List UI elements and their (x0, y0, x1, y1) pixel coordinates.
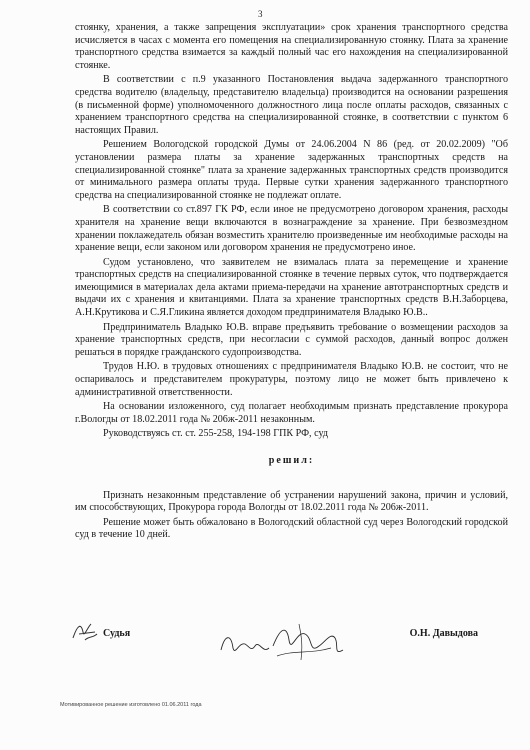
decision-heading: решил: (268, 455, 315, 466)
paragraph-employment: Трудов Н.Ю. в трудовых отношениях с предпринимателя Владыко Ю.В. не состоит, что не оспаривалось и представителем прокуратуры, поэтому лицо не может быть привлечено к административной ответственности. (75, 361, 508, 398)
judge-title: Судья (103, 628, 131, 639)
paragraph-entrepreneur-right: Предприниматель Владыко Ю.В. вправе предъявить требование о возмещении расходов за хранение транспортных средств, при несогласии с суммой расходов, данный вопрос должен решаться в порядке гражданского судопроизводства. (75, 321, 508, 358)
paragraph-court-finding: Судом установлено, что заявителем не взималась плата за перемещение и хранение транспортных средств на специализированной стоянке в течение первых суток, что подтверждается имеющимися в материалах дела актами приема-передачи на хранение автотранспортных средств и выдачи их с хранения и квитанциями. Плата за хранение транспортных средств В.Н.Заборцева, А.Н.Крутикова и С.Я.Гликина является доходом предпринимателя Владыко Ю.В.. (75, 256, 508, 319)
paragraph-release-procedure: В соответствии с п.9 указанного Постановления выдача задержанного транспортного средства водителю (владельцу, представителю владельца) производится на основании разрешения (в письменной форме) уполномоченного должностного лица после оплаты расходов, связанных с хранением транспортного средства на специализированной стоянке, в соответствии с пунктом 6 настоящих Правил. (75, 74, 508, 136)
paragraph-parking-hours: стоянку, хранения, а также запрещения эксплуатации» срок хранения транспортного средства исчисляется в часах с момента его помещения на специализированную стоянку. Плата за хранение транспортного средства взимается за каждый полный час его нахождения на специализированной стоянке. (75, 22, 508, 71)
page-number: 3 (258, 9, 263, 19)
paragraph-appeal: Решение может быть обжаловано в Вологодский областной суд через Вологодский городской суд в течение 10 дней. (75, 516, 508, 541)
judge-name: О.Н. Давыдова (409, 628, 478, 639)
footer-note: Мотивированное решение изготовлено 01.06.2011 года (60, 702, 202, 708)
paragraph-ruling: Признать незаконным представление об устранении нарушений закона, причин и условий, им способствующих, Прокурора города Вологды от 18.02.2011 года № 206ж-2011. (75, 489, 508, 514)
paragraph-civil-code: В соответствии со ст.897 ГК РФ, если иное не предусмотрено договором хранения, расходы хранителя на хранение вещи включаются в вознаграждение за хранение. При безвозмездном хранении поклажедатель обязан возместить хранителю произведенные им необходимые расходы на хранение вещи, если законом или договором хранения не предусмотрено иное. (75, 204, 508, 254)
document-body (75, 22, 508, 544)
initial-mark-icon (69, 618, 101, 648)
paragraph-legal-basis: Руководствуясь ст. ст. 255-258, 194-198 ГПК РФ, суд (103, 428, 328, 440)
handwritten-signature-icon (215, 620, 355, 668)
paragraph-duma-decision: Решением Вологодской городской Думы от 24.06.2004 N 86 (ред. от 20.02.2009) "Об установлении размера платы за хранение задержанных транспортных средств на специализированной стоянке" плата за хранение задержанных транспортных средств производится от минимального размера оплаты труда. Первые сутки хранения задержанного транспортного средства на специализированной стоянке не подлежат оплате. (75, 139, 508, 201)
paragraph-conclusion: На основании изложенного, суд полагает необходимым признать представление прокурора г.Вологды от 18.02.2011 года № 206ж-2011 незаконным. (75, 401, 508, 425)
signature-block (75, 620, 508, 670)
